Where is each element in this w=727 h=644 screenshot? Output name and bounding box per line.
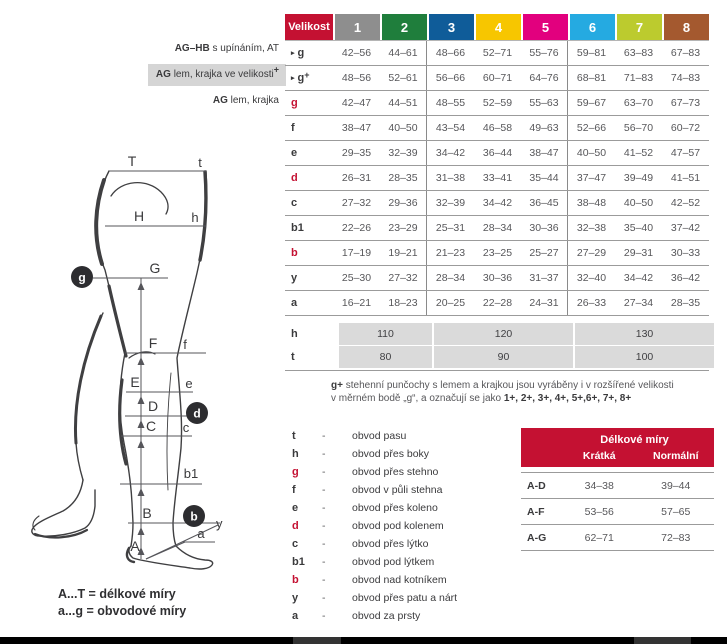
size-value: 74–83 bbox=[670, 72, 701, 84]
leg-front-edge bbox=[173, 171, 207, 546]
size-value: 26–33 bbox=[576, 297, 607, 309]
legend-item bbox=[292, 481, 512, 499]
length-table-cols bbox=[521, 450, 714, 462]
label-c: c bbox=[182, 420, 190, 435]
legend-item bbox=[292, 571, 512, 589]
label-C: C bbox=[145, 418, 157, 434]
row-key: b1 bbox=[291, 222, 304, 234]
legend-dash: - bbox=[322, 466, 326, 478]
size-value: 47–57 bbox=[670, 147, 701, 159]
size-value: 44–61 bbox=[380, 41, 427, 65]
size-value: 36–44 bbox=[482, 147, 513, 159]
label-T: T bbox=[127, 153, 137, 169]
size-value: 17–19 bbox=[341, 247, 372, 259]
size-column-header: 4 bbox=[476, 14, 521, 40]
size-value: 37–42 bbox=[670, 222, 701, 234]
size-column-header: 8 bbox=[664, 14, 709, 40]
stocking-edge-right bbox=[200, 172, 206, 260]
size-value: 42–52 bbox=[670, 197, 701, 209]
badge-g bbox=[71, 266, 93, 288]
size-value: 48–66 bbox=[435, 47, 466, 59]
label-t: t bbox=[198, 155, 202, 170]
size-value: 22–26 bbox=[341, 222, 372, 234]
legend-dash: - bbox=[322, 520, 326, 532]
legend-key: c bbox=[292, 538, 299, 550]
size-table-row bbox=[285, 66, 709, 91]
size-value: 63–70 bbox=[623, 97, 654, 109]
legend-text: obvod přes patu a nárt bbox=[352, 592, 458, 604]
svg-text:b: b bbox=[190, 509, 198, 524]
row-key: e bbox=[291, 147, 298, 159]
size-value: 27–34 bbox=[623, 297, 654, 309]
label-B: B bbox=[142, 505, 152, 521]
footnote-bold-prefix: g+ bbox=[331, 380, 343, 391]
legend-dash: - bbox=[322, 502, 326, 514]
label-A: A bbox=[130, 538, 140, 554]
shin-inner-line bbox=[167, 373, 171, 490]
thigh-back-edge bbox=[109, 286, 126, 356]
product-label-text: s upínáním, AT bbox=[209, 43, 279, 54]
size-value: 56–66 bbox=[435, 72, 466, 84]
size-value: 29–35 bbox=[341, 147, 372, 159]
size-value: 16–21 bbox=[341, 297, 372, 309]
legend-text: obvod přes lýtko bbox=[352, 538, 429, 550]
size-value: 25–31 bbox=[435, 222, 466, 234]
size-value: 23–25 bbox=[482, 247, 513, 259]
size-value: 48–55 bbox=[435, 97, 466, 109]
size-value: 49–63 bbox=[521, 116, 568, 140]
size-value: 30–36 bbox=[521, 216, 568, 240]
size-value: 36–45 bbox=[521, 191, 568, 215]
length-value: 39–44 bbox=[661, 479, 691, 492]
size-value: 30–36 bbox=[482, 272, 513, 284]
size-value: 32–38 bbox=[576, 222, 607, 234]
size-value: 28–35 bbox=[380, 166, 427, 190]
size-column-header: 7 bbox=[617, 14, 662, 40]
size-value: 27–29 bbox=[576, 247, 607, 259]
size-value: 27–32 bbox=[380, 266, 427, 290]
length-row-label: A-G bbox=[527, 531, 547, 544]
length-value: 57–65 bbox=[661, 505, 691, 518]
size-value: 20–25 bbox=[435, 297, 466, 309]
size-table-row bbox=[285, 41, 709, 66]
length-table-row bbox=[521, 498, 714, 524]
length-row-label: A-D bbox=[527, 479, 546, 492]
length-table-row bbox=[521, 524, 714, 551]
badge-d bbox=[186, 402, 208, 424]
size-row-label bbox=[285, 41, 333, 65]
size-value: 34–42 bbox=[623, 272, 654, 284]
legend-key: d bbox=[292, 520, 299, 532]
leg-back-edge bbox=[96, 171, 133, 546]
row-key: y bbox=[291, 272, 298, 284]
size-value: 52–71 bbox=[482, 47, 513, 59]
legend-dash: - bbox=[322, 556, 326, 568]
legend-dash: - bbox=[322, 430, 326, 442]
size-value: 48–56 bbox=[341, 72, 372, 84]
length-col-header: Krátká bbox=[582, 450, 616, 462]
size-value: 63–83 bbox=[623, 47, 654, 59]
size-row-label bbox=[285, 116, 333, 140]
size-value: 60–72 bbox=[670, 122, 701, 134]
span-value: 90 bbox=[434, 346, 573, 368]
legend-item bbox=[292, 463, 512, 481]
length-value: 62–71 bbox=[584, 531, 614, 544]
legend-key: t bbox=[292, 430, 296, 442]
size-table-row bbox=[285, 266, 709, 291]
size-value: 31–38 bbox=[435, 172, 466, 184]
legend-item bbox=[292, 427, 512, 445]
length-table-body bbox=[521, 472, 714, 551]
size-value: 28–34 bbox=[482, 222, 513, 234]
legend-dash: - bbox=[322, 484, 326, 496]
span-value: 110 bbox=[339, 323, 432, 345]
length-value: 72–83 bbox=[661, 531, 691, 544]
label-h: h bbox=[191, 210, 199, 225]
row-key: a bbox=[291, 297, 298, 309]
span-value: 130 bbox=[575, 323, 714, 345]
size-row-label bbox=[285, 166, 333, 190]
size-table-row bbox=[285, 116, 709, 141]
size-value: 67–73 bbox=[670, 97, 701, 109]
row-key: g bbox=[297, 72, 305, 84]
size-value: 23–29 bbox=[380, 216, 427, 240]
length-value: 34–38 bbox=[584, 479, 614, 492]
product-label bbox=[148, 90, 286, 112]
legend-item bbox=[292, 535, 512, 553]
size-value: 32–39 bbox=[380, 141, 427, 165]
badge-b bbox=[183, 505, 205, 527]
row-key: b bbox=[291, 247, 298, 259]
size-row-label bbox=[285, 241, 333, 265]
size-row-label bbox=[285, 266, 333, 290]
label-D: D bbox=[147, 398, 159, 414]
legend-key: b bbox=[292, 574, 299, 586]
legend-key: e bbox=[292, 502, 299, 514]
size-value: 40–50 bbox=[576, 147, 607, 159]
length-table-row bbox=[521, 472, 714, 498]
row-key: g bbox=[297, 47, 305, 59]
size-value: 34–42 bbox=[435, 147, 466, 159]
size-table-row bbox=[285, 241, 709, 266]
size-value: 38–47 bbox=[341, 122, 372, 134]
row-key: g bbox=[291, 97, 298, 109]
row-arrow-icon: ▸ bbox=[291, 75, 295, 82]
footnote-text1: stehenní punčochy s lemem a krajkou jsou vyráběny i v rozšířené velikosti bbox=[342, 380, 674, 391]
leg-measurement-diagram bbox=[25, 138, 280, 588]
size-table-row bbox=[285, 91, 709, 116]
footnote bbox=[331, 379, 723, 405]
back-leg-edge bbox=[75, 313, 103, 480]
size-table-row bbox=[285, 191, 709, 216]
size-value: 44–51 bbox=[380, 91, 427, 115]
size-value: 30–33 bbox=[670, 247, 701, 259]
label-y: y bbox=[216, 516, 223, 531]
label-f: f bbox=[183, 337, 187, 352]
size-row-label bbox=[285, 191, 333, 215]
size-value: 55–76 bbox=[521, 41, 568, 65]
size-value: 41–51 bbox=[670, 172, 701, 184]
legend-key: b1 bbox=[292, 556, 305, 568]
size-value: 33–41 bbox=[482, 172, 513, 184]
footnote-text2: v měrném bodě „g“, a označují se jako bbox=[331, 393, 504, 404]
size-column-header: 3 bbox=[429, 14, 474, 40]
size-value: 21–23 bbox=[435, 247, 466, 259]
legend-item bbox=[292, 553, 512, 571]
label-G: G bbox=[149, 260, 161, 276]
legend-item bbox=[292, 517, 512, 535]
legend-text: obvod v půli stehna bbox=[352, 484, 443, 496]
length-col-header: Normální bbox=[652, 450, 699, 462]
label-H: H bbox=[133, 208, 145, 224]
size-value: 42–47 bbox=[341, 97, 372, 109]
size-column-header: 2 bbox=[382, 14, 427, 40]
legend-text: obvod přes boky bbox=[352, 448, 430, 460]
label-b1: b1 bbox=[183, 466, 199, 481]
label-a: a bbox=[197, 526, 205, 541]
stocking-edge-left bbox=[96, 180, 104, 264]
size-value: 59–81 bbox=[576, 47, 607, 59]
length-row-label: A-F bbox=[527, 505, 545, 518]
size-row-label bbox=[285, 216, 333, 240]
bottom-bar-segment bbox=[293, 637, 341, 644]
size-value: 26–31 bbox=[341, 172, 372, 184]
length-table-header bbox=[521, 428, 714, 467]
product-label-text: lem, krajka ve velikosti bbox=[170, 69, 274, 80]
size-row-label: ▸ g + bbox=[291, 70, 310, 84]
legend-item bbox=[292, 445, 512, 463]
size-value: 35–44 bbox=[521, 166, 568, 190]
legend-text: obvod pasu bbox=[352, 430, 407, 442]
span-table-row bbox=[285, 346, 709, 368]
row-key: d bbox=[291, 172, 298, 184]
back-foot-outline bbox=[32, 480, 95, 536]
size-column-header: 5 bbox=[523, 14, 568, 40]
size-value: 32–40 bbox=[576, 272, 607, 284]
size-row-label bbox=[285, 91, 333, 115]
size-value: 68–81 bbox=[576, 72, 607, 84]
label-F: F bbox=[148, 335, 158, 351]
size-row-label bbox=[285, 141, 333, 165]
product-label-text: lem, krajka bbox=[227, 95, 279, 106]
size-table-header bbox=[285, 14, 709, 40]
size-value: 38–47 bbox=[521, 141, 568, 165]
plus-superscript: + bbox=[273, 64, 279, 75]
legend-key: f bbox=[292, 484, 296, 496]
size-table-row bbox=[285, 166, 709, 191]
span-value: 100 bbox=[575, 346, 714, 368]
size-value: 28–35 bbox=[670, 297, 701, 309]
span-row-label: t bbox=[291, 351, 295, 363]
size-value: 22–28 bbox=[482, 297, 513, 309]
footnote-line1 bbox=[331, 379, 723, 392]
size-value: 29–36 bbox=[380, 191, 427, 215]
size-value: 27–32 bbox=[341, 197, 372, 209]
size-value: 52–61 bbox=[380, 66, 427, 90]
row-key: f bbox=[291, 122, 295, 134]
product-label-bold: AG bbox=[212, 95, 228, 106]
legend-text: obvod pod lýtkem bbox=[352, 556, 435, 568]
product-label bbox=[148, 64, 286, 86]
diagram-caption bbox=[58, 586, 186, 620]
span-table bbox=[285, 323, 709, 371]
size-table bbox=[285, 14, 709, 316]
length-table-title: Délkové míry bbox=[600, 434, 669, 446]
size-value: 25–27 bbox=[521, 241, 568, 265]
svg-text:g: g bbox=[78, 270, 86, 285]
legend-key: a bbox=[292, 610, 299, 622]
footnote-line2 bbox=[331, 392, 723, 405]
size-table-row bbox=[285, 216, 709, 241]
back-leg-bold-edge bbox=[75, 316, 101, 443]
size-value: 35–40 bbox=[623, 222, 654, 234]
size-value: 42–56 bbox=[341, 47, 372, 59]
product-labels bbox=[148, 38, 286, 112]
caption-length: A...T = délkové míry bbox=[58, 587, 176, 601]
product-label-bold: AG bbox=[155, 69, 171, 80]
size-value: 43–54 bbox=[435, 122, 466, 134]
caption-girth: a...g = obvodové míry bbox=[58, 604, 187, 618]
size-value: 59–67 bbox=[576, 97, 607, 109]
legend-text: obvod přes koleno bbox=[352, 502, 438, 514]
legend-item bbox=[292, 607, 512, 625]
size-value: 31–37 bbox=[521, 266, 568, 290]
size-value: 52–59 bbox=[482, 97, 513, 109]
size-value: 40–50 bbox=[623, 197, 654, 209]
legend-dash: - bbox=[322, 538, 326, 550]
span-table-row bbox=[285, 323, 709, 345]
size-row-label bbox=[285, 291, 333, 315]
size-value: 60–71 bbox=[482, 72, 513, 84]
line-a-diagonal bbox=[146, 542, 185, 559]
size-table-body bbox=[285, 40, 709, 316]
size-value: 40–50 bbox=[380, 116, 427, 140]
legend-dash: - bbox=[322, 592, 326, 604]
legend-item bbox=[292, 499, 512, 517]
bottom-bar-segment bbox=[634, 637, 691, 644]
size-value: 55–63 bbox=[521, 91, 568, 115]
row-arrow-icon: ▸ bbox=[291, 50, 295, 57]
product-label-bold: AG–HB bbox=[174, 43, 210, 54]
size-table-row bbox=[285, 141, 709, 166]
size-value: 64–76 bbox=[521, 66, 568, 90]
footnote-sizes-plus: 1+, 2+, 3+, 4+, 5+,6+, 7+, 8+ bbox=[503, 393, 632, 404]
bottom-bar bbox=[0, 637, 727, 644]
size-value: 34–42 bbox=[482, 197, 513, 209]
size-value: 28–34 bbox=[435, 272, 466, 284]
row-key: c bbox=[291, 197, 298, 209]
label-e: e bbox=[185, 376, 193, 391]
size-value: 24–31 bbox=[521, 291, 568, 315]
size-value: 67–83 bbox=[670, 47, 701, 59]
legend-dash: - bbox=[322, 610, 326, 622]
size-column-header: 1 bbox=[335, 14, 380, 40]
legend-text: obvod za prsty bbox=[352, 610, 421, 622]
legend-text: obvod nad kotníkem bbox=[352, 574, 447, 586]
size-value: 18–23 bbox=[380, 291, 427, 315]
legend-key: y bbox=[292, 592, 299, 604]
size-value: 29–31 bbox=[623, 247, 654, 259]
size-table-header-label: Velikost bbox=[285, 14, 333, 40]
size-value: 52–66 bbox=[576, 122, 607, 134]
legend-text: obvod pod kolenem bbox=[352, 520, 444, 532]
legend-text: obvod přes stehno bbox=[352, 466, 439, 478]
size-value: 39–49 bbox=[623, 172, 654, 184]
size-value: 19–21 bbox=[380, 241, 427, 265]
svg-text:d: d bbox=[193, 406, 201, 421]
size-value: 25–30 bbox=[341, 272, 372, 284]
measure-legend bbox=[292, 427, 512, 625]
legend-key: g bbox=[292, 466, 299, 478]
span-table-bottom-rule bbox=[285, 369, 709, 371]
size-column-header: 6 bbox=[570, 14, 615, 40]
length-value: 53–56 bbox=[584, 505, 614, 518]
length-table bbox=[521, 428, 714, 551]
size-value: 37–47 bbox=[576, 172, 607, 184]
label-E: E bbox=[130, 374, 140, 390]
size-value: 32–39 bbox=[435, 197, 466, 209]
size-table-row bbox=[285, 291, 709, 316]
size-value: 38–48 bbox=[576, 197, 607, 209]
size-value: 41–52 bbox=[623, 147, 654, 159]
span-value: 80 bbox=[339, 346, 432, 368]
span-value: 120 bbox=[434, 323, 573, 345]
size-value: 46–58 bbox=[482, 122, 513, 134]
span-row-label: h bbox=[291, 328, 298, 340]
legend-item bbox=[292, 589, 512, 607]
legend-dash: - bbox=[322, 574, 326, 586]
size-value: 71–83 bbox=[623, 72, 654, 84]
product-label bbox=[148, 38, 286, 60]
legend-dash: - bbox=[322, 448, 326, 460]
size-value: 36–42 bbox=[670, 272, 701, 284]
legend-key: h bbox=[292, 448, 299, 460]
size-value: 56–70 bbox=[623, 122, 654, 134]
